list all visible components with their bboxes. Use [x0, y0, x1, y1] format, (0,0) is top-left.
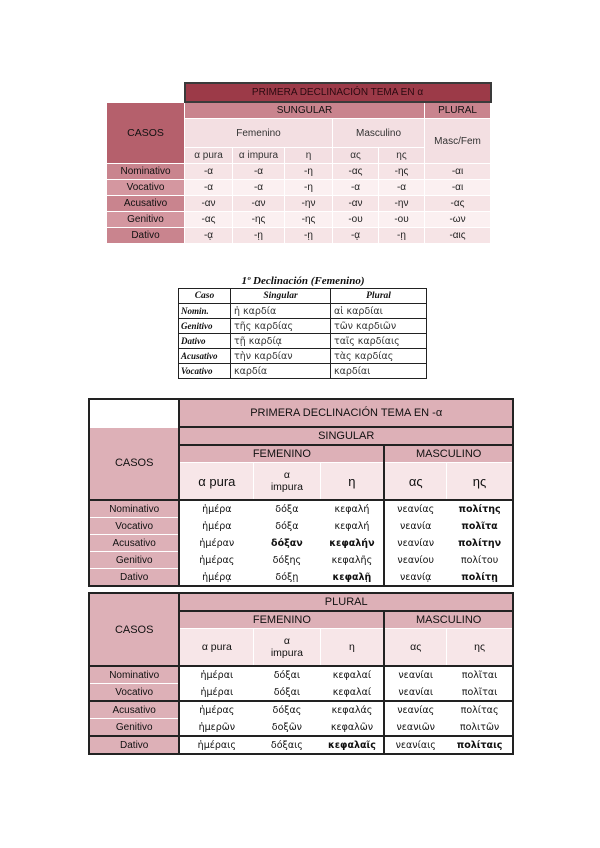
plural-form: ταῖς καρδίαις: [331, 334, 427, 349]
column-header: Plural: [331, 289, 427, 304]
masculino-header: MASCULINO: [384, 611, 513, 629]
ending-cell: -ου: [333, 212, 379, 228]
form-cell: νεανίαι: [384, 666, 446, 684]
plural-form: καρδίαι: [331, 364, 427, 379]
ending-cell: -ου: [379, 212, 425, 228]
form-cell: κεφαλάς: [320, 701, 384, 719]
subheader: η: [320, 463, 384, 501]
case-label: Genitivo: [107, 212, 185, 228]
subheader: α pura: [185, 148, 233, 164]
ending-cell: -ων: [425, 212, 491, 228]
ending-cell: -αν: [333, 196, 379, 212]
form-cell: πολίτην: [447, 535, 513, 552]
table-row: [107, 228, 491, 244]
subheader: ης: [379, 148, 425, 164]
femenino-header: FEMENINO: [179, 445, 384, 463]
table-row: [89, 552, 513, 569]
form-cell: νεανίας: [384, 500, 446, 518]
column-header: Caso: [179, 289, 231, 304]
blank-cell: [89, 399, 179, 427]
case-label: Genitivo: [179, 319, 231, 334]
form-cell: κεφαλαί: [320, 684, 384, 702]
ending-cell: -αι: [425, 164, 491, 180]
plural-header: PLURAL: [179, 593, 513, 611]
subheader: [254, 463, 320, 501]
casos-header: CASOS: [89, 593, 179, 666]
form-cell: πολῖτα: [447, 518, 513, 535]
subheader: ας: [384, 629, 446, 667]
subheader: η: [285, 148, 333, 164]
form-cell: πολίτης: [447, 500, 513, 518]
form-cell: δόξῃ: [254, 569, 320, 587]
case-label: Nominativo: [89, 500, 179, 518]
ending-cell: -ας: [425, 196, 491, 212]
case-label: Acusativo: [89, 535, 179, 552]
form-cell: νεανιῶν: [384, 719, 446, 737]
subheader: ης: [447, 463, 513, 501]
ending-cell: -αις: [425, 228, 491, 244]
kardia-table-title: 1º Declinación (Femenino): [241, 275, 365, 287]
ending-cell: -η: [285, 180, 333, 196]
ending-cell: -ην: [285, 196, 333, 212]
form-cell: ἡμέραι: [179, 684, 253, 702]
ending-cell: -ην: [379, 196, 425, 212]
declension-table-1: [106, 82, 492, 244]
case-label: Nominativo: [107, 164, 185, 180]
ending-cell: -ᾳ: [333, 228, 379, 244]
form-cell: κεφαλήν: [320, 535, 384, 552]
form-cell: δόξα: [254, 518, 320, 535]
casos-header: CASOS: [107, 102, 185, 164]
form-cell: δόξαι: [254, 666, 320, 684]
ending-cell: -ης: [285, 212, 333, 228]
form-cell: νεανίαις: [384, 736, 446, 754]
singular-form: τῆς καρδίας: [231, 319, 331, 334]
table-row: [89, 500, 513, 518]
column-header: Singular: [231, 289, 331, 304]
table-row: [179, 319, 427, 334]
table-row: [89, 518, 513, 535]
table-row: [179, 349, 427, 364]
form-cell: δοξῶν: [254, 719, 320, 737]
form-cell: νεανίᾳ: [384, 569, 446, 587]
form-cell: νεανίας: [384, 701, 446, 719]
subheader-line: α: [283, 469, 290, 481]
subheader: α impura: [233, 148, 285, 164]
case-label: Vocativo: [89, 684, 179, 702]
singular-paradigm-table: [88, 398, 514, 587]
ending-cell: -ης: [233, 212, 285, 228]
form-cell: δόξαι: [254, 684, 320, 702]
masculino-header: Masculino: [333, 119, 425, 148]
ending-cell: -α: [185, 164, 233, 180]
subheader: ας: [384, 463, 446, 501]
table-row: [89, 535, 513, 552]
subheader: α pura: [179, 629, 253, 667]
table-title: PRIMERA DECLINACIÓN TEMA EN -α: [179, 399, 513, 427]
form-cell: δόξης: [254, 552, 320, 569]
case-label: Genitivo: [89, 552, 179, 569]
form-cell: ἡμέρα: [179, 518, 253, 535]
subheader-line: α: [283, 635, 290, 647]
blank-cell: [107, 83, 185, 102]
table-row: [107, 212, 491, 228]
ending-cell: -η: [285, 164, 333, 180]
form-cell: κεφαλή: [320, 500, 384, 518]
plural-form: αἱ καρδίαι: [331, 304, 427, 319]
plural-form: τῶν καρδιῶν: [331, 319, 427, 334]
subheader: η: [320, 629, 384, 667]
form-cell: δόξαν: [254, 535, 320, 552]
form-cell: νεανίαν: [384, 535, 446, 552]
form-cell: κεφαλῆς: [320, 552, 384, 569]
subheader: ης: [447, 629, 513, 667]
form-cell: κεφαλαῖς: [320, 736, 384, 754]
form-cell: νεανίου: [384, 552, 446, 569]
form-cell: πολίτας: [447, 701, 513, 719]
form-cell: ἡμέρας: [179, 552, 253, 569]
form-cell: κεφαλῶν: [320, 719, 384, 737]
ending-cell: -α: [233, 180, 285, 196]
form-cell: ἡμέραι: [179, 666, 253, 684]
singular-header: SINGULAR: [179, 427, 513, 445]
singular-form: καρδία: [231, 364, 331, 379]
table-row: [179, 334, 427, 349]
ending-cell: -α: [233, 164, 285, 180]
table-row: [89, 666, 513, 684]
subheader: [254, 629, 320, 667]
subheader: ας: [333, 148, 379, 164]
table-row: [107, 180, 491, 196]
plural-paradigm-table: [88, 592, 514, 755]
subheader-line: impura: [270, 481, 303, 493]
form-cell: πολῖται: [447, 684, 513, 702]
form-cell: κεφαλῇ: [320, 569, 384, 587]
plural-form: τὰς καρδίας: [331, 349, 427, 364]
form-cell: πολῖται: [447, 666, 513, 684]
table-row: [179, 364, 427, 379]
form-cell: πολίτου: [447, 552, 513, 569]
ending-cell: -ῃ: [285, 228, 333, 244]
case-label: Dativo: [89, 569, 179, 587]
plural-header: PLURAL: [425, 102, 491, 119]
singular-header: SUNGULAR: [185, 102, 425, 119]
form-cell: δόξας: [254, 701, 320, 719]
form-cell: νεανία: [384, 518, 446, 535]
form-cell: ἡμέραν: [179, 535, 253, 552]
form-cell: ἡμέρας: [179, 701, 253, 719]
ending-cell: -αι: [425, 180, 491, 196]
form-cell: πολίταις: [447, 736, 513, 754]
ending-cell: -ας: [185, 212, 233, 228]
table-row: [107, 164, 491, 180]
ending-cell: -α: [379, 180, 425, 196]
case-label: Acusativo: [107, 196, 185, 212]
ending-cell: -αν: [233, 196, 285, 212]
singular-form: ἡ καρδία: [231, 304, 331, 319]
case-label: Nomin.: [179, 304, 231, 319]
form-cell: ἡμερῶν: [179, 719, 253, 737]
singular-form: τῇ καρδίᾳ: [231, 334, 331, 349]
ending-cell: -ῃ: [379, 228, 425, 244]
case-label: Dativo: [179, 334, 231, 349]
ending-cell: -ας: [333, 164, 379, 180]
case-label: Genitivo: [89, 719, 179, 737]
form-cell: ἡμέρα: [179, 500, 253, 518]
table-title: PRIMERA DECLINACIÓN TEMA EN α: [185, 83, 491, 102]
ending-cell: -ᾳ: [185, 228, 233, 244]
masculino-header: MASCULINO: [384, 445, 513, 463]
case-label: Acusativo: [89, 701, 179, 719]
case-label: Vocativo: [89, 518, 179, 535]
table-row: [179, 304, 427, 319]
table-row: [89, 736, 513, 754]
form-cell: πολίτῃ: [447, 569, 513, 587]
subheader-line: impura: [270, 647, 303, 659]
singular-form: τὴν καρδίαν: [231, 349, 331, 364]
casos-header: CASOS: [89, 427, 179, 500]
subheader: α pura: [179, 463, 253, 501]
ending-cell: -αν: [185, 196, 233, 212]
femenino-header: FEMENINO: [179, 611, 384, 629]
kardia-table: [178, 288, 427, 379]
case-label: Vocativo: [107, 180, 185, 196]
form-cell: κεφαλή: [320, 518, 384, 535]
masc-fem-header: Masc/Fem: [425, 119, 491, 164]
case-label: Dativo: [107, 228, 185, 244]
ending-cell: -ῃ: [233, 228, 285, 244]
femenino-header: Femenino: [185, 119, 333, 148]
case-label: Vocativo: [179, 364, 231, 379]
form-cell: κεφαλαί: [320, 666, 384, 684]
case-label: Acusativo: [179, 349, 231, 364]
ending-cell: -α: [185, 180, 233, 196]
form-cell: δόξαις: [254, 736, 320, 754]
form-cell: νεανίαι: [384, 684, 446, 702]
table-row: [89, 719, 513, 737]
ending-cell: -α: [333, 180, 379, 196]
table-row: [89, 569, 513, 587]
table-row: [89, 701, 513, 719]
ending-cell: -ης: [379, 164, 425, 180]
case-label: Nominativo: [89, 666, 179, 684]
form-cell: ἡμέρᾳ: [179, 569, 253, 587]
form-cell: πολιτῶν: [447, 719, 513, 737]
case-label: Dativo: [89, 736, 179, 754]
table-row: [107, 196, 491, 212]
form-cell: ἡμέραις: [179, 736, 253, 754]
table-row: [89, 684, 513, 702]
form-cell: δόξα: [254, 500, 320, 518]
